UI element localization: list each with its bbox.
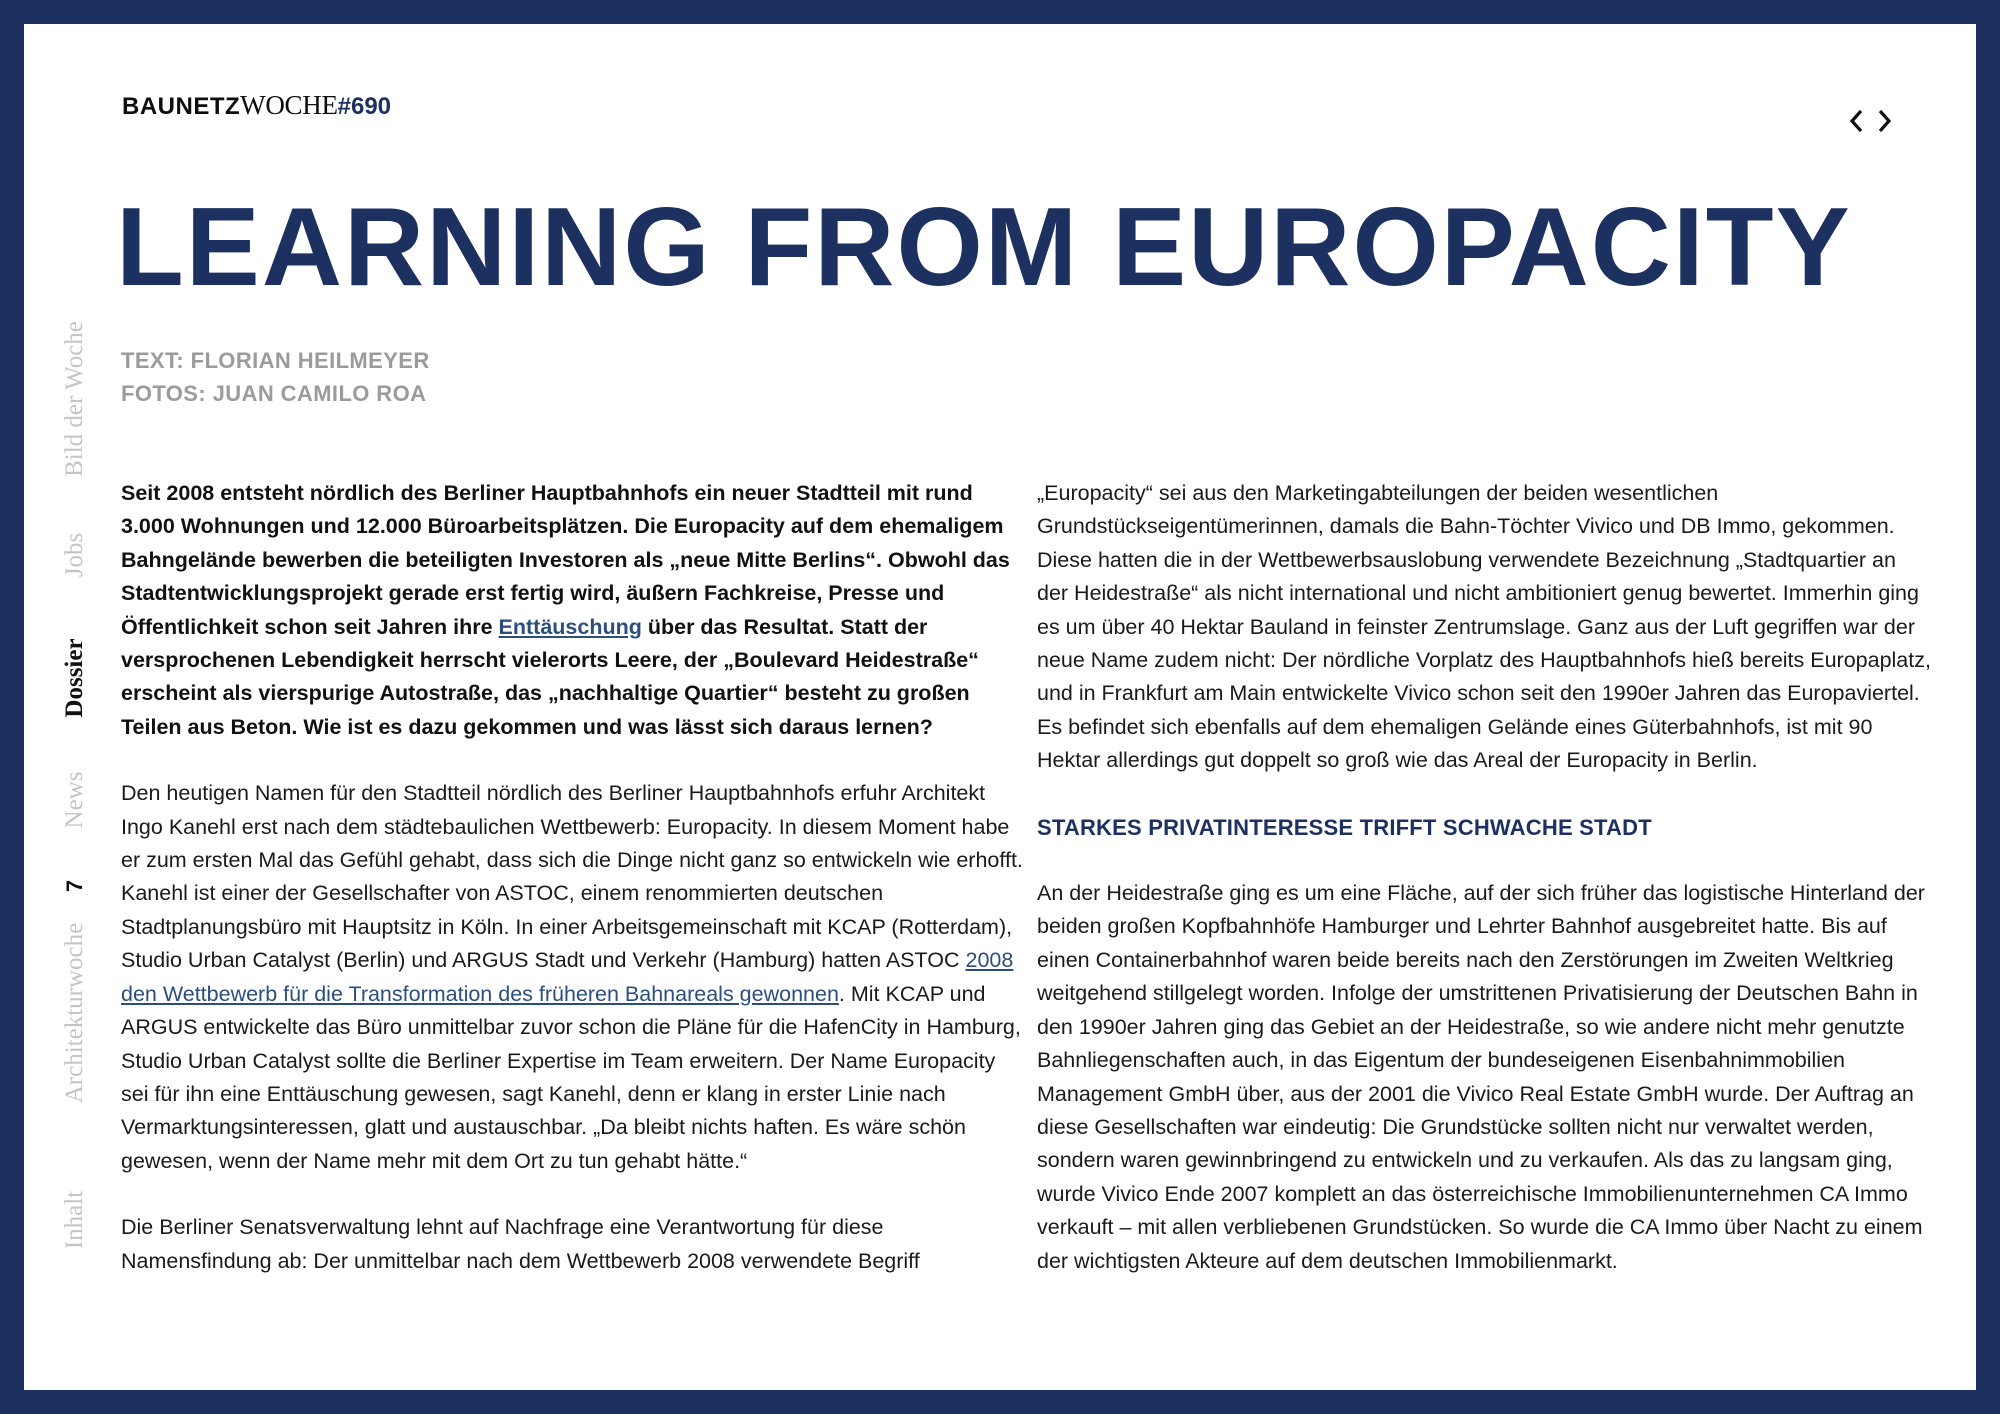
credit-photos: FOTOS: JUAN CAMILO ROA <box>121 381 427 406</box>
issue-number: #690 <box>337 93 392 120</box>
paragraph-4: An der Heidestraße ging es um eine Fläche, auf der sich früher das logistische Hinterland der beiden großen Kopfbahnhöfe Hamburger und Lehrter Bahnhof ausgebreitet hatte. Bis auf einen Containerbahnhof waren beide bereits nach den Zerstörungen im Zweiten Weltkrieg weitgehend stillgelegt worden. Infolge der umstrittenen Privatisierung der Deutschen Bahn in den 1990er Jahren ging das Gebiet an der Heidestraße, so wie andere nicht mehr genutzte Bahnliegenschaften auch, in das Eigentum der bundeseigenen Eisenbahnimmobilien Management GmbH über, aus der 2001 die Vivico Real Estate GmbH wurde. Der Auftrag an diese Gesellschaften war eindeutig: Die Grundstücke sollten nicht nur verwaltet werden, sondern waren gewinnbringend zu entwickeln und zu verkaufen. Als das zu langsam ging, wurde Vivico Ende 2007 komplett an das österreichische Immobilienunternehmen CA Immo verkauft – mit allen verbliebenen Grundstücken. So wurde die CA Immo über Nacht zu einem der wichtigsten Akteure auf dem deutschen Immobilienmarkt. <box>1037 881 1925 1273</box>
lead-text-2: über das Resultat. Statt der versprochenen Lebendigkeit herrscht vielerorts Leere, der „Boulevard Heidestraße“ erscheint als vierspurige Autostraße, das „nachhaltige Quartier“ besteht zu großen Teilen aus Beton. Wie ist es dazu gekommen und was lässt sich daraus lernen? <box>121 614 979 739</box>
article-column-right <box>1037 477 1932 1278</box>
paragraph-1 <box>121 777 1026 1178</box>
chevron-right-icon[interactable] <box>1873 108 1895 134</box>
competition-link[interactable]: 2008 den Wettbewerb für die Transformation des früheren Bahnareals gewonnen <box>121 948 1014 1006</box>
sidebar-item-dossier[interactable]: Dossier <box>61 638 88 718</box>
sidebar-item-architekturwoche[interactable]: Architekturwoche <box>61 922 88 1104</box>
chevron-left-icon[interactable] <box>1846 108 1868 134</box>
masthead-logo[interactable] <box>122 90 391 121</box>
article-column-left <box>121 477 1026 1278</box>
article-title: LEARNING FROM EUROPACITY <box>116 185 1852 309</box>
paragraph-3: „Europacity“ sei aus den Marketingabteilungen der beiden wesentlichen Grundstückseigentümerinnen, damals die Bahn-Töchter Vivico und DB Immo, gekommen. Diese hatten die in der Wettbewerbsauslobung verwendete Bezeichnung „Stadtquartier an der Heidestraße“ als nicht international und nicht ambitioniert genug bewertet. Immerhin ging es um über 40 Hektar Bauland in feinster Zentrumslage. Ganz aus der Luft gegriffen war der neue Name zudem nicht: Der nördliche Vorplatz des Hauptbahnhofs hieß bereits Europaplatz, und in Frankfurt am Main entwickelte Vivico schon seit den 1990er Jahren das Europaviertel. Es befindet sich ebenfalls auf dem ehemaligen Gelände eines Güterbahnhofs, ist mit 90 Hektar allerdings gut doppelt so groß wie das Areal der Europacity in Berlin. <box>1037 481 1931 773</box>
p1-text-1: Den heutigen Namen für den Stadtteil nördlich des Berliner Hauptbahnhofs erfuhr Architekt Ingo Kanehl erst nach dem städtebaulichen Wettbewerb: Europacity. In diesem Moment habe er zum ersten Mal das Gefühl gehabt, dass sich die Dinge nicht ganz so entwickeln wie erhofft. Kanehl ist einer der Gesellschafter von ASTOC, einem renommierten deutschen Stadtplanungsbüro mit Hauptsitz in Köln. In einer Arbeitsgemeinschaft mit KCAP (Rotterdam), Studio Urban Catalyst (Berlin) und ARGUS Stadt und Verkehr (Hamburg) hatten ASTOC <box>121 781 1023 973</box>
sidebar-item-news[interactable]: News <box>61 771 88 829</box>
sidebar-item-bild-der-woche[interactable]: Bild der Woche <box>61 321 88 477</box>
page <box>24 24 1976 1390</box>
paragraph-2: Die Berliner Senatsverwaltung lehnt auf Nachfrage eine Verantwortung für diese Namensfindung ab: Der unmittelbar nach dem Wettbewerb 2008 verwendete Begriff <box>121 1215 920 1273</box>
brand-bold: BAUNETZ <box>122 93 241 120</box>
sidebar-item-jobs[interactable]: Jobs <box>61 532 88 578</box>
article-lead <box>121 477 1026 744</box>
section-subheading: STARKES PRIVATINTERESSE TRIFFT SCHWACHE STADT <box>1037 814 1652 840</box>
p1-text-2: . Mit KCAP und ARGUS entwickelte das Büro unmittelbar zuvor schon die Pläne für die HafenCity in Hamburg, Studio Urban Catalyst sollte die Berliner Expertise im Team erweitern. Der Name Europacity sei für ihn eine Enttäuschung gewesen, sagt Kanehl, denn er klang in erster Linie nach Vermarktungsinteressen, glatt und austauschbar. „Da bleibt nichts haften. Es wäre schön gewesen, wenn der Name mehr mit dem Ort zu tun gehabt hätte.“ <box>121 981 1021 1173</box>
section-sidebar <box>45 321 105 1294</box>
sidebar-item-inhalt[interactable]: Inhalt <box>61 1190 88 1250</box>
lead-text-1: Seit 2008 entsteht nördlich des Berliner Hauptbahnhofs ein neuer Stadtteil mit rund 3.000 Wohnungen und 12.000 Büroarbeitsplätzen. Die Europacity auf dem ehemaligem Bahngelände bewerben die beteiligten Investoren als „neue Mitte Berlins“. Obwohl das Stadtentwicklungsprojekt gerade erst fertig wird, äußern Fachkreise, Presse und Öffentlichkeit schon seit Jahren ihre <box>121 481 1010 639</box>
credit-text: TEXT: FLORIAN HEILMEYER <box>121 348 430 373</box>
lead-link[interactable]: Enttäuschung <box>498 614 642 639</box>
article-credits <box>121 344 430 410</box>
sidebar-page-number: 7 <box>62 879 87 893</box>
brand-serif: WOCHE <box>240 90 338 120</box>
